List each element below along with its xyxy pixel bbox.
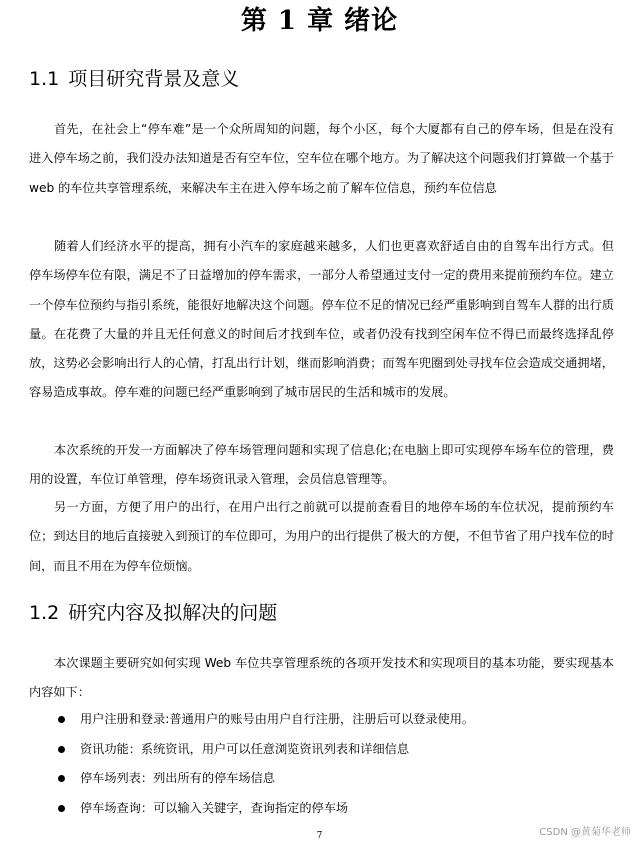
bullet-icon bbox=[58, 805, 65, 812]
bullet-icon bbox=[58, 746, 65, 753]
bullet-icon bbox=[58, 716, 65, 723]
page-number: 7 bbox=[316, 831, 323, 841]
paragraph-research-content: 本次课题主要研究如何实现 Web 车位共享管理系统的各项开发技术和实现项目的基本功能，要实现基本内容如下： bbox=[29, 656, 614, 700]
bullet-icon bbox=[58, 775, 65, 782]
paragraph-user-benefits: 另一方面，方便了用户的出行，在用户出行之前就可以提前查看目的地停车场的车位状况，提前预约车位；到达目的地后直接驶入到预订的车位即可，为用户的出行提供了极大的方便，不但节省了用户找车位的时间，而且不用在为停车位烦恼。 bbox=[29, 500, 614, 573]
list-item bbox=[29, 794, 614, 824]
list-item-text: 停车场列表：列出所有的停车场信息 bbox=[80, 771, 275, 785]
list-item bbox=[29, 764, 614, 794]
section-number: 1.2 bbox=[29, 602, 60, 624]
watermark: CSDN @黄菊华老师 bbox=[539, 827, 631, 838]
list-item bbox=[29, 735, 614, 765]
chapter-title: 第 1 章 绪论 bbox=[240, 6, 399, 36]
section-heading-1-2 bbox=[29, 600, 277, 626]
section-heading-1-1 bbox=[29, 66, 239, 92]
section-title: 研究内容及拟解决的问题 bbox=[68, 602, 278, 624]
list-item bbox=[29, 705, 614, 735]
list-item-text: 停车场查询：可以输入关键字，查询指定的停车场 bbox=[80, 800, 349, 815]
paragraph-motivation: 随着人们经济水平的提高，拥有小汽车的家庭越来越多，人们也更喜欢舒适自由的自驾车出行方式。但停车场停车位有限，满足不了日益增加的停车需求，一部分人希望通过支付一定的费用来提前预约车位。建立一个停车位预约与指引系统，能很好地解决这个问题。停车位不足的情况已经严重影响到自驾车人群的出行质量。在花费了大量的并且无任何意义的时间后才找到车位，或者仍没有找到空闲车位不得已而最终选择乱停放，这势必会影响出行人的心情，打乱出行计划，继而影响消费；而驾车兜圈到处寻找车位会造成交通拥堵，容易造成事故。停车难的问题已经严重影响到了城市居民的生活和城市的发展。 bbox=[29, 239, 614, 400]
section-title: 项目研究背景及意义 bbox=[68, 68, 240, 90]
list-item-text: 资讯功能：系统资讯，用户可以任意浏览资讯列表和详细信息 bbox=[80, 741, 410, 756]
feature-list bbox=[29, 705, 614, 823]
paragraph-system-benefits: 本次系统的开发一方面解决了停车场管理问题和实现了信息化;在电脑上即可实现停车场车位的管理，费用的设置，车位订单管理，停车场资讯录入管理，会员信息管理等。 bbox=[29, 443, 614, 487]
list-item-text: 用户注册和登录:普通用户的账号由用户自行注册，注册后可以登录使用。 bbox=[80, 712, 475, 726]
section-number: 1.1 bbox=[29, 68, 60, 90]
paragraph-background: 首先，在社会上“停车难”是一个众所周知的问题，每个小区，每个大厦都有自己的停车场，但是在没有进入停车场之前，我们没办法知道是否有空车位，空车位在哪个地方。为了解决这个问题我们打算做一个基于 web 的车位共享管理系统，来解决车主在进入停车场之前了解车位信息，预约车位信息 bbox=[29, 122, 614, 195]
